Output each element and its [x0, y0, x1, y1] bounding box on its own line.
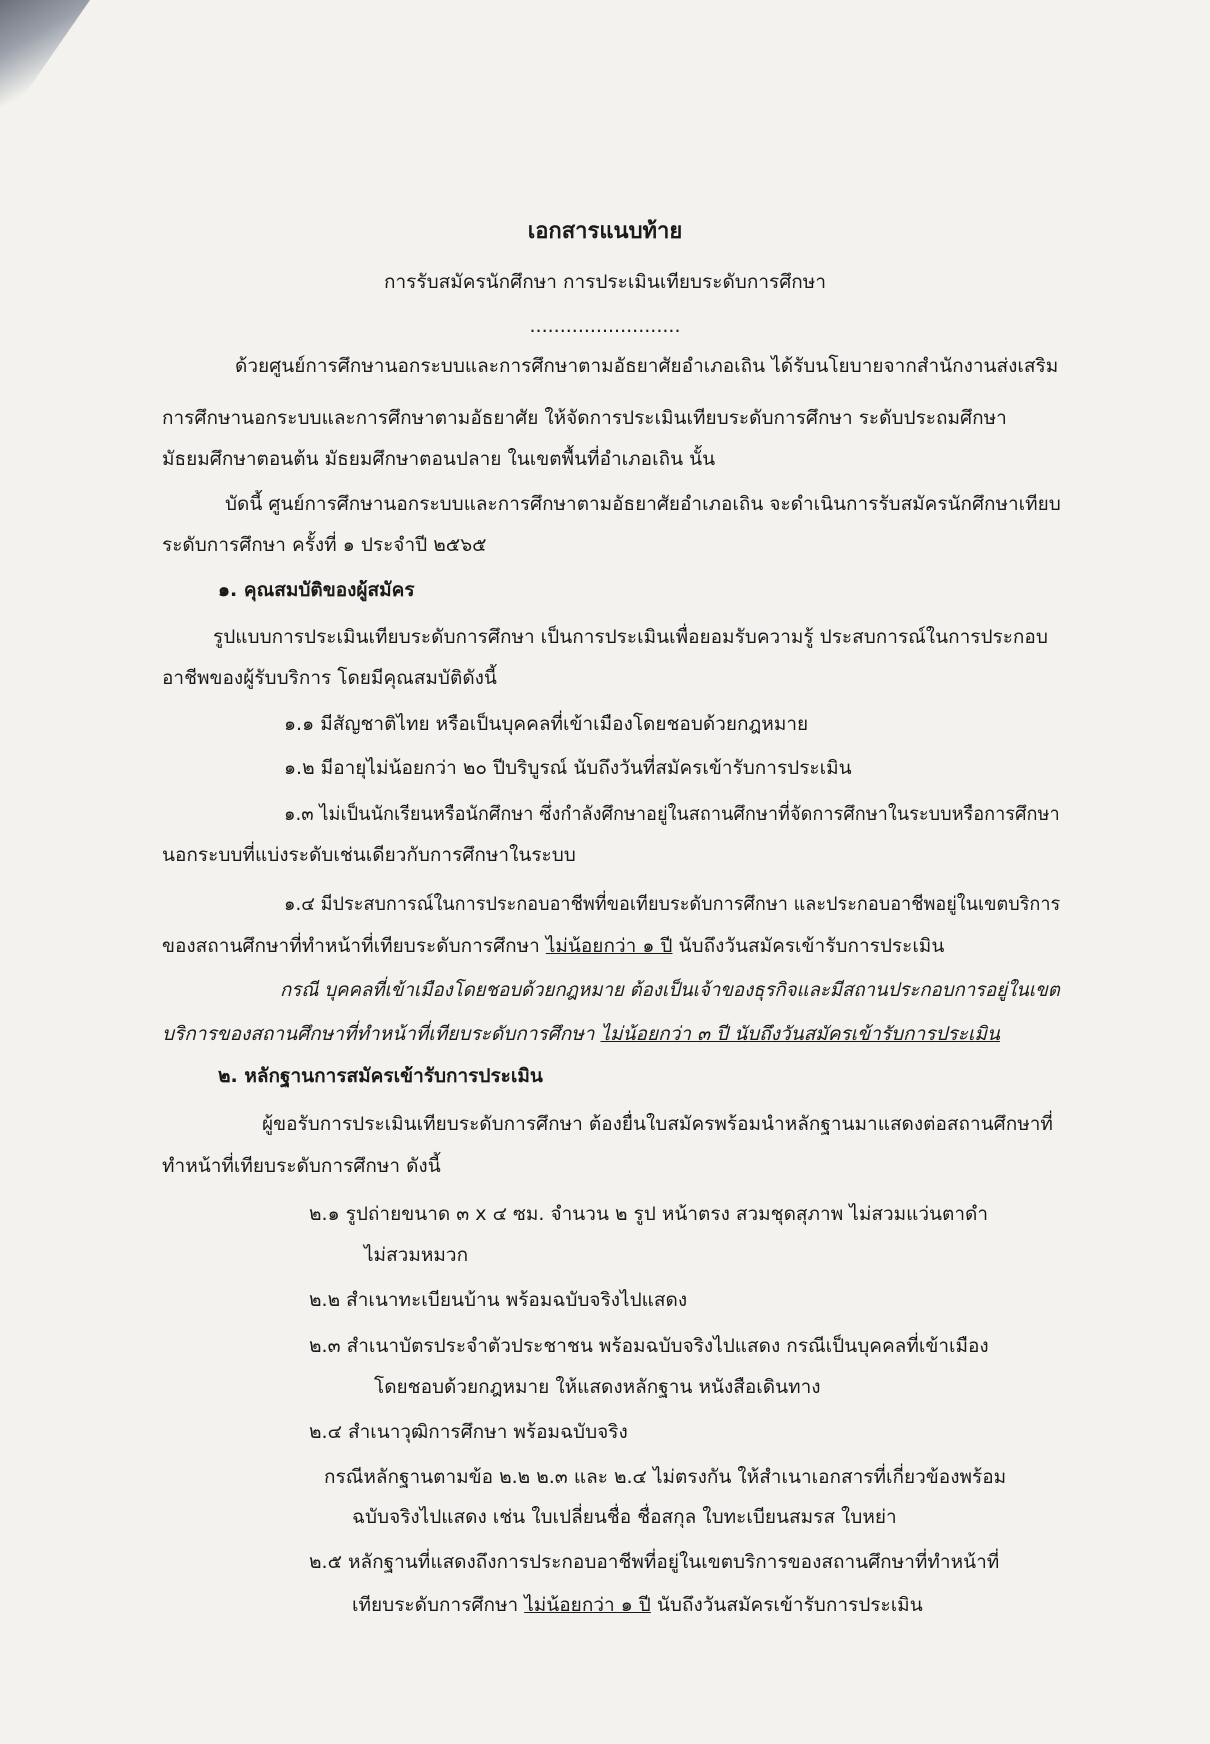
section-1-case-line-1: กรณี บุคคลที่เข้าเมืองโดยชอบด้วยกฎหมาย ต้องเป็นเจ้าของธุรกิจและมีสถานประกอบการอยู่ในเขต [280, 979, 1060, 1001]
section-1-item-3-line-2: นอกระบบที่แบ่งระดับเช่นเดียวกับการศึกษาในระบบ [162, 844, 576, 866]
section-2-item-4: ๒.๔ สำเนาวุฒิการศึกษา พร้อมฉบับจริง [309, 1421, 628, 1443]
title-separator: ......................... [529, 315, 681, 337]
section-2-item-3-line-2: โดยชอบด้วยกฎหมาย ให้แสดงหลักฐาน หนังสือเดินทาง [374, 1376, 821, 1398]
section-2-item-5-text: เทียบระดับการศึกษา [352, 1594, 525, 1616]
section-2-case-line-2: ฉบับจริงไปแสดง เช่น ใบเปลี่ยนชื่อ ชื่อสกุล ใบทะเบียนสมรส ใบหย่า [352, 1506, 897, 1528]
section-1-case-line-2 [162, 1022, 1000, 1046]
intro-paragraph-1-line-2: การศึกษานอกระบบและการศึกษาตามอัธยาศัย ให้จัดการประเมินเทียบระดับการศึกษา ระดับประถมศึกษา [162, 407, 1007, 429]
section-1-item-2: ๑.๒ มีอายุไม่น้อยกว่า ๒๐ ปีบริบูรณ์ นับถึงวันที่สมัครเข้ารับการประเมิน [284, 757, 852, 779]
section-1-item-4-text-end: นับถึงวันสมัครเข้ารับการประเมิน [672, 935, 945, 957]
section-1-heading: ๑. คุณสมบัติของผู้สมัคร [218, 579, 415, 601]
section-1-item-3-line-1: ๑.๓ ไม่เป็นนักเรียนหรือนักศึกษา ซึ่งกำลังศึกษาอยู่ในสถานศึกษาที่จัดการศึกษาในระบบหรือการศึกษา [284, 803, 1060, 825]
section-2-case-line-1: กรณีหลักฐานตามข้อ ๒.๒ ๒.๓ และ ๒.๔ ไม่ตรงกัน ให้สำเนาเอกสารที่เกี่ยวข้องพร้อม [324, 1466, 1007, 1488]
section-2-lead-line-2: ทำหน้าที่เทียบระดับการศึกษา ดังนี้ [162, 1155, 441, 1177]
section-2-item-5-underlined: ไม่น้อยกว่า ๑ ปี [524, 1594, 651, 1616]
section-2-item-1-line-1: ๒.๑ รูปถ่ายขนาด ๓ x ๔ ซม. จำนวน ๒ รูป หน้าตรง สวมชุดสุภาพ ไม่สวมแว่นตาดำ [309, 1203, 989, 1225]
section-2-item-5-text-end: นับถึงวันสมัครเข้ารับการประเมิน [650, 1594, 923, 1616]
section-1-item-1: ๑.๑ มีสัญชาติไทย หรือเป็นบุคคลที่เข้าเมืองโดยชอบด้วยกฎหมาย [284, 713, 809, 735]
section-1-item-4-text: ของสถานศึกษาที่ทำหน้าที่เทียบระดับการศึกษา [162, 935, 546, 957]
section-2-item-2: ๒.๒ สำเนาทะเบียนบ้าน พร้อมฉบับจริงไปแสดง [309, 1289, 688, 1311]
intro-paragraph-1-line-1: ด้วยศูนย์การศึกษานอกระบบและการศึกษาตามอัธยาศัยอำเภอเถิน ได้รับนโยบายจากสำนักงานส่งเสริม [235, 355, 1059, 377]
section-2-item-1-line-2: ไม่สวมหมวก [364, 1244, 469, 1266]
section-1-case-underlined: ไม่น้อยกว่า ๓ ปี [600, 1023, 729, 1045]
section-1-case-text-end: นับถึงวันสมัครเข้ารับการประเมิน [728, 1023, 1000, 1045]
document-subtitle: การรับสมัครนักศึกษา การประเมินเทียบระดับการศึกษา [384, 271, 826, 293]
section-1-item-4-line-1: ๑.๔ มีประสบการณ์ในการประกอบอาชีพที่ขอเทียบระดับการศึกษา และประกอบอาชีพอยู่ในเขตบริการ [284, 893, 1061, 915]
section-1-lead-line-1: รูปแบบการประเมินเทียบระดับการศึกษา เป็นการประเมินเพื่อยอมรับความรู้ ประสบการณ์ในการประกอบ [213, 626, 1048, 648]
section-2-lead-line-1: ผู้ขอรับการประเมินเทียบระดับการศึกษา ต้องยื่นใบสมัครพร้อมนำหลักฐานมาแสดงต่อสถานศึกษาที่ [262, 1113, 1053, 1135]
intro-paragraph-1-line-3: มัธยมศึกษาตอนต้น มัธยมศึกษาตอนปลาย ในเขตพื้นที่อำเภอเถิน นั้น [162, 448, 716, 470]
intro-paragraph-2-line-2: ระดับการศึกษา ครั้งที่ ๑ ประจำปี ๒๕๖๕ [162, 534, 487, 556]
section-2-item-5-line-1: ๒.๕ หลักฐานที่แสดงถึงการประกอบอาชีพที่อยู่ในเขตบริการของสถานศึกษาที่ทำหน้าที่ [309, 1551, 1000, 1573]
document-title: เอกสารแนบท้าย [527, 219, 683, 244]
section-2-heading: ๒. หลักฐานการสมัครเข้ารับการประเมิน [218, 1065, 543, 1087]
intro-paragraph-2-line-1: บัดนี้ ศูนย์การศึกษานอกระบบและการศึกษาตามอัธยาศัยอำเภอเถิน จะดำเนินการรับสมัครนักศึกษาเทียบ [225, 493, 1061, 515]
section-2-item-3-line-1: ๒.๓ สำเนาบัตรประจำตัวประชาชน พร้อมฉบับจริงไปแสดง กรณีเป็นบุคคลที่เข้าเมือง [309, 1335, 989, 1357]
section-1-item-4-line-2 [162, 934, 944, 958]
section-1-case-text: บริการของสถานศึกษาที่ทำหน้าที่เทียบระดับการศึกษา [162, 1023, 601, 1045]
section-1-item-4-underlined: ไม่น้อยกว่า ๑ ปี [545, 935, 673, 957]
section-1-lead-line-2: อาชีพของผู้รับบริการ โดยมีคุณสมบัติดังนี้ [162, 667, 497, 689]
section-2-item-5-line-2 [352, 1593, 923, 1617]
